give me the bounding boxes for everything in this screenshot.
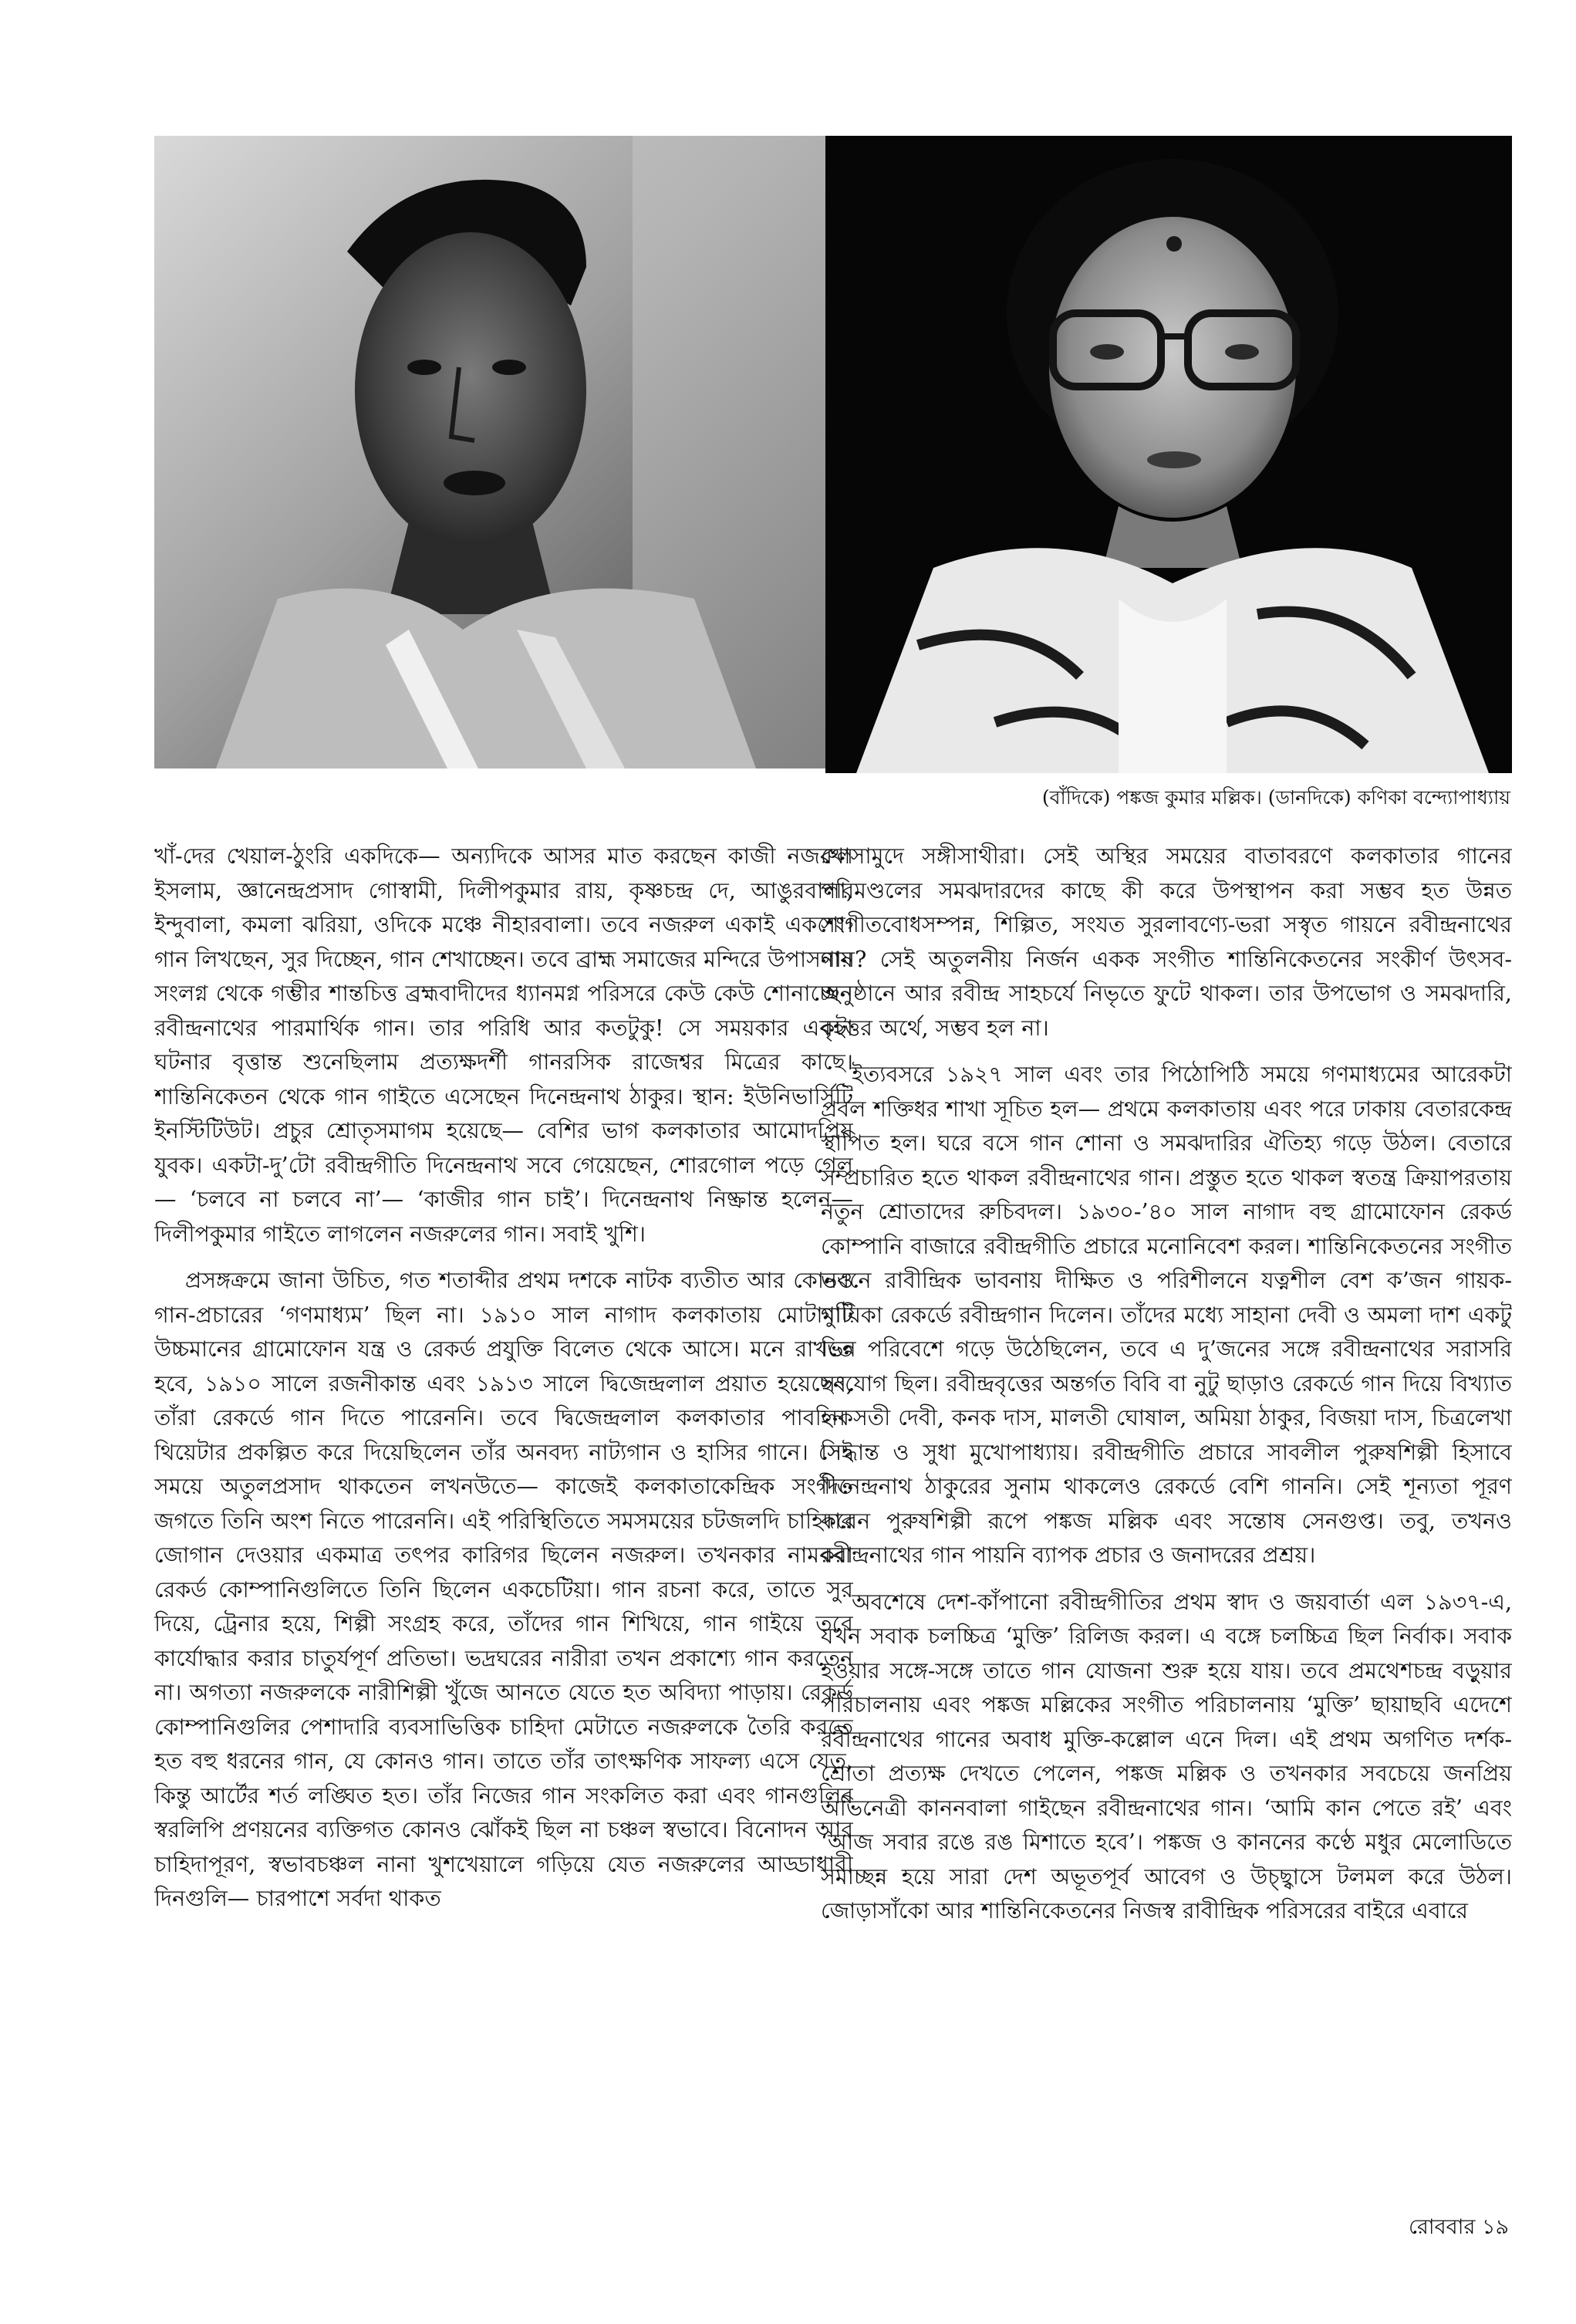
photo-pankaj-mallick-image: [154, 136, 849, 768]
page-footer: [1281, 2211, 1509, 2244]
photo-kanika-bandopadhyay: [825, 136, 1512, 773]
page-number: ১৯: [1481, 2215, 1509, 2239]
article-column-right: [821, 839, 1512, 2182]
paragraph: খাঁ-দের খেয়াল-ঠুংরি একদিকে— অন্যদিকে আসর মাত করছেন কাজী নজরুল ইসলাম, জ্ঞানেন্দ্রপ্রসাদ গোস্বামী, দিলীপকুমার রায়, কৃষ্ণচন্দ্র দে, আঙুরবালা, ইন্দুবালা, কমলা ঝরিয়া, ওদিকে মঞ্চে নীহারবালা। তবে নজরুল একাই একশো। গান লিখছেন, সুর দিচ্ছেন, গান শেখাচ্ছেন। তবে ব্রাহ্ম সমাজের মন্দিরে উপাসনায় সংলগ্ন থেকে গম্ভীর শান্তচিত্ত ব্রহ্মবাদীদের ধ্যানমগ্ন পরিসরে কেউ কেউ শোনাচ্ছেন রবীন্দ্রনাথের পারমার্থিক গান। তার পরিধি আর কতটুকু! সে সময়কার একটা ঘটনার বৃত্তান্ত শুনেছিলাম প্রত্যক্ষদর্শী গানরসিক রাজেশ্বর মিত্রের কাছে। শান্তিনিকেতন থেকে গান গাইতে এসেছেন দিনেন্দ্রনাথ ঠাকুর। স্থান: ইউনিভার্সিটি ইনস্টিটিউট। প্রচুর শ্রোতৃসমাগম হয়েছে— বেশির ভাগ কলকাতার আমোদপ্রিয় যুবক। একটা-দু’টো রবীন্দ্রগীতি দিনেন্দ্রনাথ সবে গেয়েছেন, শোরগোল পড়ে গেল— ‘চলবে না চলবে না’— ‘কাজীর গান চাই’। দিনেন্দ্রনাথ নিষ্ক্রান্ত হলেন— দিলীপকুমার গাইতে লাগলেন নজরুলের গান। সবাই খুশি।: [154, 843, 853, 1247]
photo-caption: (বাঁদিকে) পঙ্কজ কুমার মল্লিক। (ডানদিকে) কণিকা বন্দ্যোপাধ্যায়: [1041, 786, 1510, 809]
photo-kanika-bandopadhyay-image: [825, 136, 1512, 773]
photo-pankaj-mallick: [154, 136, 849, 768]
paragraph: খোসামুদে সঙ্গীসাথীরা। সেই অস্থির সময়ের বাতাবরণে কলকাতার গানের পরিমণ্ডলের সমঝদারদের কাছে কী করে উপস্থাপন করা সম্ভব হত উন্নত সংগীতবোধসম্পন্ন, শিল্পিত, সংযত সুরলাবণ্যে-ভরা সস্বৃত গায়নে রবীন্দ্রনাথের গান? সেই অতুলনীয় নির্জন একক সংগীত শান্তিনিকেতনের সংকীর্ণ উৎসব-অনুষ্ঠানে আর রবীন্দ্র সাহচর্যে নিভৃতে ফুটে থাকল। তার উপভোগ ও সমঝদারি, বৃহত্তর অর্থে, সম্ভব হল না।: [821, 843, 1512, 1041]
paragraph: অবশেষে দেশ-কাঁপানো রবীন্দ্রগীতির প্রথম স্বাদ ও জয়বার্তা এল ১৯৩৭-এ, যখন সবাক চলচ্চিত্র ‘মুক্তি’ রিলিজ করল। এ বঙ্গে চলচ্চিত্র ছিল নির্বাক। সবাক হওয়ার সঙ্গে-সঙ্গে তাতে গান যোজনা শুরু হয়ে যায়। তবে প্রমথেশচন্দ্র বড়ুয়ার পরিচালনায় এবং পঙ্কজ মল্লিকের সংগীত পরিচালনায় ‘মুক্তি’ ছায়াছবি এদেশে রবীন্দ্রনাথের গানের অবাধ মুক্তি-কল্লোল এনে দিল। এই প্রথম অগণিত দর্শক-শ্রোতা প্রত্যক্ষ দেখতে পেলেন, পঙ্কজ মল্লিক ও তখনকার সবচেয়ে জনপ্রিয় অভিনেত্রী কাননবালা গাইছেন রবীন্দ্রনাথের গান। ‘আমি কান পেতে রই’ এবং ‘আজ সবার রঙে রঙ মিশাতে হবে’। পঙ্কজ ও কাননের কণ্ঠে মধুর মেলোডিতে সমাচ্ছন্ন হয়ে সারা দেশ অভূতপূর্ব আবেগ ও উচ্ছ্বাসে টলমল করে উঠল। জোড়াসাঁকো আর শান্তিনিকেতনের নিজস্ব রাবীন্দ্রিক পরিসরের বাইরে এবারে: [821, 1589, 1512, 1924]
article-column-left: [154, 839, 853, 2182]
paragraph: ইত্যবসরে ১৯২৭ সাল এবং তার পিঠোপিঠি সময়ে গণমাধ্যমের আরেকটা প্রবল শক্তিধর শাখা সূচিত হল— প্রথমে কলকাতায় এবং পরে ঢাকায় বেতারকেন্দ্র স্থাপিত হল। ঘরে বসে গান শোনা ও সমঝদারির ঐতিহ্য গড়ে উঠল। বেতারে সম্প্রচারিত হতে থাকল রবীন্দ্রনাথের গান। প্রস্তুত হতে থাকল স্বতন্ত্র ক্রিয়াপরতায় নতুন শ্রোতাদের রুচিবদল। ১৯৩০-’৪০ সাল নাগাদ বহু গ্রামোফোন রেকর্ড কোম্পানি বাজারে রবীন্দ্রগীতি প্রচারে মনোনিবেশ করল। শান্তিনিকেতনের সংগীত ভবনে রাবীন্দ্রিক ভাবনায় দীক্ষিত ও পরিশীলনে যত্নশীল বেশ ক’জন গায়ক-গায়িকা রেকর্ডে রবীন্দ্রগান দিলেন। তাঁদের মধ্যে সাহানা দেবী ও অমলা দাশ একটু ভিন্ন পরিবেশে গড়ে উঠেছিলেন, তবে এ দু’জনের সঙ্গে রবীন্দ্রনাথের সরাসরি সংযোগ ছিল। রবীন্দ্রবৃত্তের অন্তর্গত বিবি বা নুটু ছাড়াও রেকর্ডে গান দিয়ে বিখ্যাত হন সতী দেবী, কনক দাস, মালতী ঘোষাল, অমিয়া ঠাকুর, বিজয়া দাস, চিত্রলেখা সিদ্ধান্ত ও সুধা মুখোপাধ্যায়। রবীন্দ্রগীতি প্রচারে সাবলীল পুরুষশিল্পী হিসাবে দিনেন্দ্রনাথ ঠাকুরের সুনাম থাকলেও রেকর্ডে বেশি গাননি। সেই শূন্যতা পূরণ করেন পুরুষশিল্পী রূপে পঙ্কজ মল্লিক এবং সন্তোষ সেনগুপ্ত। তবু, তখনও রবীন্দ্রনাথের গান পায়নি ব্যাপক প্রচার ও জনাদরের প্রশ্রয়।: [821, 1062, 1512, 1568]
magazine-name: রোববার: [1408, 2215, 1476, 2239]
paragraph: প্রসঙ্গক্রমে জানা উচিত, গত শতাব্দীর প্রথম দশকে নাটক ব্যতীত আর কোনও গান-প্রচারের ‘গণমাধ্যম’ ছিল না। ১৯১০ সাল নাগাদ কলকাতায় মোটামুটি উচ্চমানের গ্রামোফোন যন্ত্র ও রেকর্ড প্রযুক্তি বিলেত থেকে আসে। মনে রাখতে হবে, ১৯১০ সালে রজনীকান্ত এবং ১৯১৩ সালে দ্বিজেন্দ্রলাল প্রয়াত হয়েছেন, তাঁরা রেকর্ডে গান দিতে পারেননি। তবে দ্বিজেন্দ্রলাল কলকাতার পাবলিক থিয়েটার প্রকল্পিত করে দিয়েছিলেন তাঁর অনবদ্য নাট্যগান ও হাসির গানে। সেই সময়ে অতুলপ্রসাদ থাকতেন লখনউতে— কাজেই কলকাতাকেন্দ্রিক সংগীত জগতে তিনি অংশ নিতে পারেননি। এই পরিস্থিতিতে সমসময়ের চটজলদি চাহিদার জোগান দেওয়ার একমাত্র তৎপর কারিগর ছিলেন নজরুল। তখনকার নামকরা রেকর্ড কোম্পানিগুলিতে তিনি ছিলেন একচেটিয়া। গান রচনা করে, তাতে সুর দিয়ে, ট্রেনার হয়ে, শিল্পী সংগ্রহ করে, তাঁদের গান শিখিয়ে, গান গাইয়ে তবে কার্যোদ্ধার করার চাতুর্যপূর্ণ প্রতিভা। ভদ্রঘরের নারীরা তখন প্রকাশ্যে গান করতেন না। অগত্যা নজরুলকে নারীশিল্পী খুঁজে আনতে যেতে হত অবিদ্যা পাড়ায়। রেকর্ড কোম্পানিগুলির পেশাদারি ব্যবসাভিত্তিক চাহিদা মেটাতে নজরুলকে তৈরি করতে হত বহু ধরনের গান, যে কোনও গান। তাতে তাঁর তাৎক্ষণিক সাফল্য এসে যেত, কিন্তু আর্টের শর্ত লঙ্ঘিত হত। তাঁর নিজের গান সংকলিত করা এবং গানগুলির স্বরলিপি প্রণয়নের ব্যক্তিগত কোনও ঝোঁকই ছিল না চঞ্চল স্বভাবে। বিনোদন আর চাহিদাপূরণ, স্বভাবচঞ্চল নানা খুশখেয়ালে গড়িয়ে যেত নজরুলের আড্ডাধারী দিনগুলি— চারপাশে সর্বদা থাকত: [154, 1268, 853, 1911]
